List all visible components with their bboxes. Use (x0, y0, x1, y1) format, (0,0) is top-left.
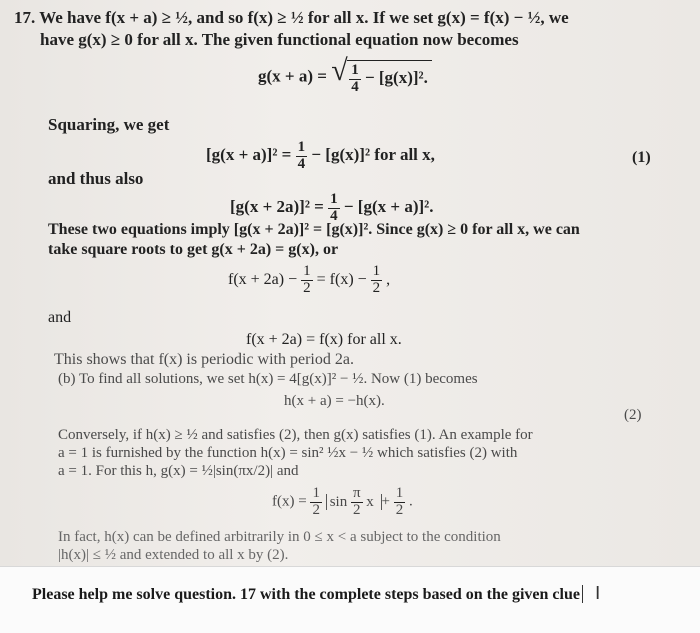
fraction-denominator: 2 (303, 279, 311, 296)
equation-4: f(x + 2a) = f(x) for all x. (246, 331, 402, 348)
fraction-one-half (371, 264, 383, 297)
question-area[interactable] (0, 566, 700, 633)
eq1-left: [g(x + a)]² = (206, 145, 292, 165)
fraction-denominator: 2 (372, 279, 381, 296)
fraction-one-quarter (296, 140, 308, 173)
conversely-line-1: Conversely, if h(x) ≥ ½ and satisfies (2), then g(x) satisfies (1). An example for (58, 427, 533, 443)
text-cursor (582, 585, 583, 603)
fraction-one-quarter (328, 192, 340, 225)
radical-sign: √ (331, 54, 348, 87)
fraction-one-quarter (349, 63, 361, 96)
absolute-value (326, 485, 382, 518)
eq3-mid: = f(x) − (316, 270, 367, 288)
equation-2 (230, 192, 434, 225)
and-text: and (48, 309, 72, 326)
fraction-denominator: 2 (353, 501, 361, 518)
fraction-numerator: π (352, 485, 361, 501)
radicand (347, 60, 432, 96)
i-beam-cursor-icon: I (594, 583, 601, 604)
equation-1 (206, 140, 435, 173)
fraction-numerator: 1 (330, 191, 338, 207)
fraction-numerator: 1 (297, 139, 306, 155)
solution-line-2: have g(x) ≥ 0 for all x. The given functional equation now becomes (40, 30, 519, 49)
fraction-numerator: 1 (351, 62, 359, 78)
equation-1-tag: (1) (632, 149, 651, 166)
fraction-pi-over-two (351, 486, 363, 519)
equation-5: h(x + a) = −h(x). (284, 393, 385, 409)
fraction-one-half (394, 486, 406, 519)
eq3-end: , (386, 270, 391, 288)
fraction-one-half (301, 264, 313, 297)
thus-also-text: and thus also (48, 169, 144, 188)
x-variable: x (366, 493, 374, 510)
fraction-denominator: 4 (297, 155, 306, 172)
part-b-text: (b) To find all solutions, we set h(x) = 4[g(x)]² − ½. Now (1) becomes (58, 371, 478, 387)
eq-gxa-left: g(x + a) = (258, 66, 327, 86)
equation-3 (228, 264, 390, 297)
fraction-denominator: 4 (330, 207, 338, 224)
equation-g-x-plus-a (258, 54, 432, 96)
fraction-denominator: 4 (351, 78, 359, 95)
equation-6 (272, 486, 413, 519)
eq-gxa-rest: − [g(x)]². (364, 68, 428, 88)
eq2-left: [g(x + 2a)]² = (230, 197, 324, 217)
eq6-left: f(x) = (272, 493, 307, 510)
squaring-text: Squaring, we get (48, 115, 170, 134)
fraction-numerator: 1 (395, 485, 404, 501)
in-fact-line-2: |h(x)| ≤ ½ and extended to all x by (2). (58, 547, 289, 563)
in-fact-line-1: In fact, h(x) can be defined arbitrarily in 0 ≤ x < a subject to the condition (58, 529, 501, 545)
equation-5-tag: (2) (624, 407, 642, 423)
fraction-denominator: 2 (395, 501, 404, 518)
plus-sign: + (381, 493, 391, 510)
periodic-text: This shows that f(x) is periodic with period 2a. (54, 351, 354, 368)
question-text-line[interactable] (32, 583, 600, 604)
conversely-line-2: a = 1 is furnished by the function h(x) = sin² ½x − ½ which satisfies (2) with (58, 445, 518, 461)
fraction-one-half (310, 486, 322, 519)
sin-text: sin (329, 493, 348, 510)
imply-line-1: These two equations imply [g(x + 2a)]² = [g(x)]². Since g(x) ≥ 0 for all x, we can (48, 221, 580, 238)
square-root (331, 54, 432, 96)
eq2-right: − [g(x + a)]². (343, 197, 434, 217)
solution-line-1: 17. We have f(x + a) ≥ ½, and so f(x) ≥ ½ for all x. If we set g(x) = f(x) − ½, we (14, 8, 569, 27)
eq6-end: . (409, 493, 413, 510)
eq3-left: f(x + 2a) − (228, 270, 298, 288)
question-text: Please help me solve question. 17 with the complete steps based on the given clue (32, 586, 580, 603)
conversely-line-3: a = 1. For this h, g(x) = ½|sin(πx/2)| and (58, 463, 299, 479)
fraction-numerator: 1 (303, 263, 311, 279)
imply-line-2: take square roots to get g(x + 2a) = g(x), or (48, 241, 339, 258)
fraction-numerator: 1 (312, 485, 320, 501)
fraction-denominator: 2 (312, 501, 320, 518)
eq1-right: − [g(x)]² for all x, (311, 145, 435, 165)
fraction-numerator: 1 (372, 263, 381, 279)
